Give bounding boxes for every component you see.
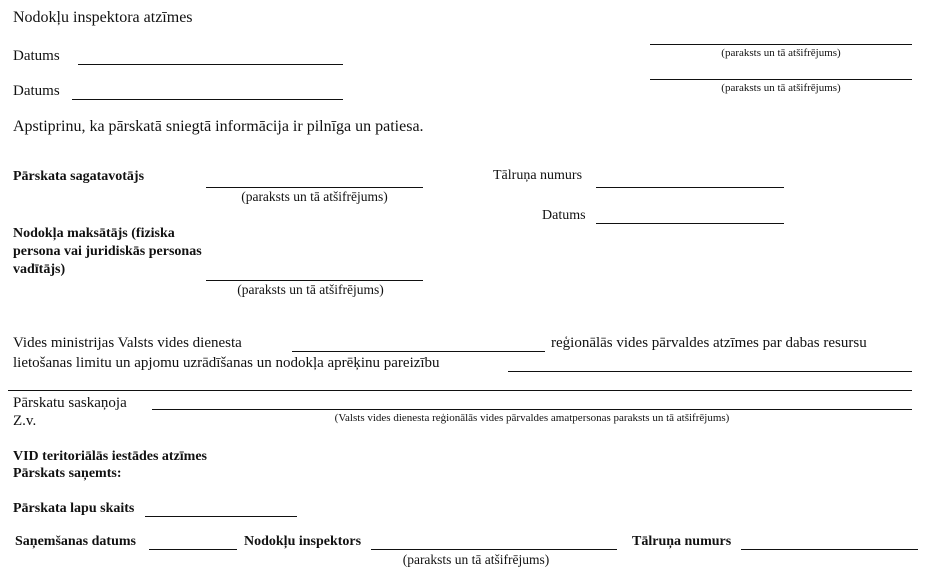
confirmation-statement: Apstiprinu, ka pārskatā sniegtā informācija ir pilnīga un patiesa. xyxy=(13,118,424,135)
ministry-text-line2: lietošanas limitu un apjomu uzrādīšanas un nodokļa aprēķinu pareizību xyxy=(13,355,440,371)
ministry-remarks-line[interactable] xyxy=(8,390,912,391)
preparer-date-field[interactable] xyxy=(596,223,784,224)
approval-signature-caption: (Valsts vides dienesta reģionālās vides pārvaldes amatpersonas paraksts un tā atšifrējums) xyxy=(334,412,730,424)
ministry-text-part2: reģionālās vides pārvaldes atzīmes par dabas resursu xyxy=(551,335,867,351)
date-field-1[interactable] xyxy=(78,64,343,65)
stamp-place-label: Z.v. xyxy=(13,413,37,429)
preparer-phone-field[interactable] xyxy=(596,187,784,188)
approval-label: Pārskatu saskaņoja xyxy=(13,395,127,411)
vid-phone-label: Tālruņa numurs xyxy=(632,534,732,549)
date-label-2: Datums xyxy=(13,83,60,99)
tax-inspector-heading: Nodokļu inspektora atzīmes xyxy=(13,9,193,26)
preparer-date-label: Datums xyxy=(542,208,586,223)
signature-caption-2: (paraksts un tā atšifrējums) xyxy=(721,82,841,94)
inspector-signature-field[interactable] xyxy=(371,549,617,550)
preparer-signature-field[interactable] xyxy=(206,187,423,188)
regional-office-field[interactable] xyxy=(292,351,545,352)
preparer-signature-caption: (paraksts un tā atšifrējums) xyxy=(241,189,388,204)
ministry-remarks-field[interactable] xyxy=(508,371,912,372)
inspector-signature-caption: (paraksts un tā atšifrējums) xyxy=(402,552,550,567)
inspector-signature-line-1[interactable] xyxy=(650,44,912,45)
date-field-2[interactable] xyxy=(72,99,343,100)
receipt-date-label: Saņemšanas datums xyxy=(15,534,136,549)
signature-caption-1: (paraksts un tā atšifrējums) xyxy=(721,47,841,59)
inspector-signature-line-2[interactable] xyxy=(650,79,912,80)
preparer-phone-label: Tālruņa numurs xyxy=(493,168,583,183)
date-label-1: Datums xyxy=(13,48,60,64)
inspector-label: Nodokļu inspektors xyxy=(244,534,362,549)
approval-signature-field[interactable] xyxy=(152,409,912,410)
page-count-field[interactable] xyxy=(145,516,297,517)
receipt-date-field[interactable] xyxy=(149,549,237,550)
taxpayer-signature-caption: (paraksts un tā atšifrējums) xyxy=(237,282,384,297)
ministry-text-part1: Vides ministrijas Valsts vides dienesta xyxy=(13,335,242,351)
page-count-label: Pārskata lapu skaits xyxy=(13,501,135,516)
vid-phone-field[interactable] xyxy=(741,549,918,550)
received-label: Pārskats saņemts: xyxy=(13,466,122,481)
taxpayer-label: Nodokļa maksātājs (fiziska persona vai juridiskās personas vadītājs) xyxy=(13,226,202,277)
vid-heading: VID teritoriālās iestādes atzīmes xyxy=(13,449,208,464)
taxpayer-signature-field[interactable] xyxy=(206,280,423,281)
preparer-label: Pārskata sagatavotājs xyxy=(13,169,145,184)
